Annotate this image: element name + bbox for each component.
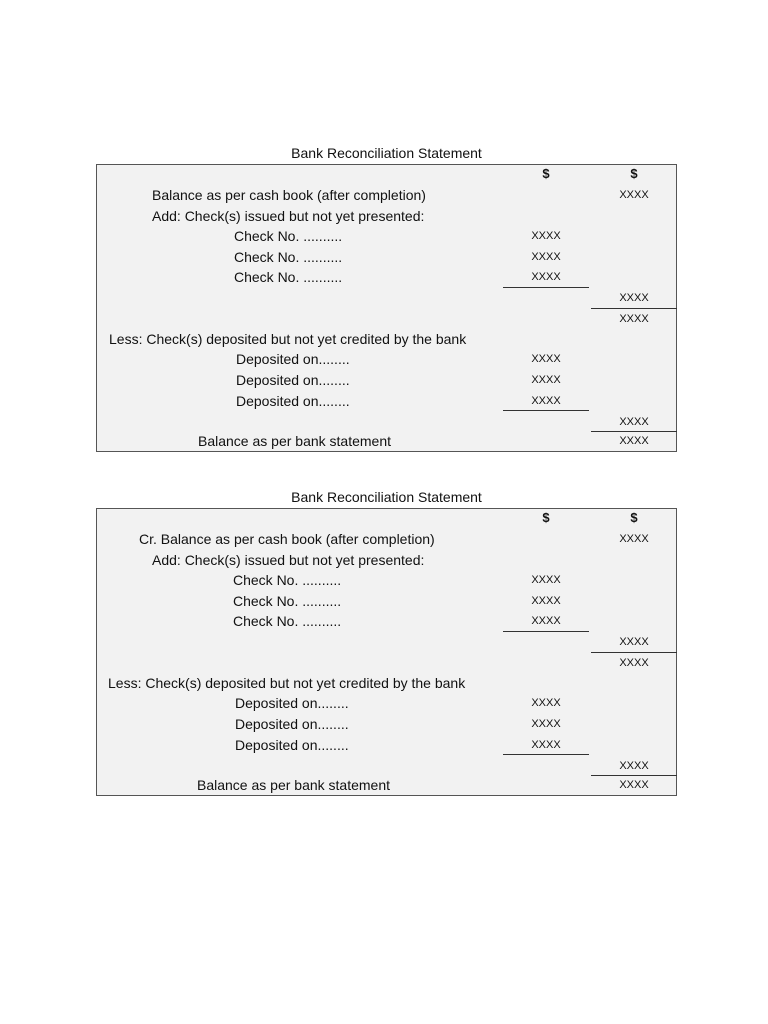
subtotal-rule	[591, 308, 677, 309]
opening-balance-label: Cr. Balance as per cash book (after completion)	[139, 531, 435, 547]
deposit-amount: XXXX	[531, 374, 561, 386]
deposit-row	[97, 716, 676, 736]
less-heading: Less: Check(s) deposited but not yet credited by the bank	[109, 331, 467, 347]
deposit-amount: XXXX	[531, 395, 561, 407]
checks-total-amount: XXXX	[619, 636, 649, 648]
check-label: Check No. ..........	[234, 249, 343, 265]
add-heading: Add: Check(s) issued but not yet presented:	[152, 208, 425, 224]
statement-table	[96, 508, 677, 796]
deposit-amount: XXXX	[531, 353, 561, 365]
check-row	[97, 269, 676, 289]
checks-total-row	[97, 634, 676, 654]
checks-total-amount: XXXX	[619, 292, 649, 304]
deposit-label: Deposited on........	[235, 716, 349, 732]
check-amount: XXXX	[531, 251, 561, 263]
subtotal-rule	[591, 652, 677, 653]
column-header-dollar: $	[542, 166, 550, 181]
closing-balance-label: Balance as per bank statement	[197, 777, 391, 793]
deposits-total-row	[97, 758, 676, 778]
total-rule	[591, 431, 677, 432]
opening-balance-amount: XXXX	[619, 533, 649, 545]
check-label: Check No. ..........	[234, 269, 343, 285]
deposit-row	[97, 695, 676, 715]
check-label: Check No. ..........	[234, 228, 343, 244]
check-row	[97, 228, 676, 248]
deposit-label: Deposited on........	[236, 372, 350, 388]
check-amount: XXXX	[531, 615, 561, 627]
deposit-label: Deposited on........	[235, 737, 349, 753]
subtotal-rule	[503, 410, 589, 411]
subtotal-rule	[503, 754, 589, 755]
less-heading-row	[97, 675, 676, 695]
statement-title: Bank Reconciliation Statement	[291, 145, 482, 161]
opening-balance-amount: XXXX	[619, 189, 649, 201]
opening-balance-row	[97, 531, 676, 551]
check-label: Check No. ..........	[233, 572, 342, 588]
add-heading: Add: Check(s) issued but not yet presented:	[152, 552, 425, 568]
check-row	[97, 593, 676, 613]
deposit-row	[97, 737, 676, 757]
opening-balance-label: Balance as per cash book (after completion)	[152, 187, 426, 203]
check-amount: XXXX	[531, 230, 561, 242]
subtotal-amount: XXXX	[619, 657, 649, 669]
add-heading-row	[97, 552, 676, 572]
closing-balance-amount: XXXX	[619, 435, 649, 447]
subtotal-rule	[503, 631, 589, 632]
check-label: Check No. ..........	[233, 593, 342, 609]
column-header-row	[97, 166, 676, 186]
deposits-total-amount: XXXX	[619, 416, 649, 428]
closing-balance-row	[97, 433, 676, 453]
column-header-dollar: $	[542, 510, 550, 525]
check-amount: XXXX	[531, 574, 561, 586]
total-rule	[591, 775, 677, 776]
deposit-label: Deposited on........	[236, 393, 350, 409]
add-heading-row	[97, 208, 676, 228]
subtotal-row	[97, 311, 676, 331]
subtotal-row	[97, 655, 676, 675]
closing-balance-amount: XXXX	[619, 779, 649, 791]
checks-total-row	[97, 290, 676, 310]
column-header-dollar: $	[630, 166, 638, 181]
deposit-row	[97, 393, 676, 413]
closing-balance-label: Balance as per bank statement	[198, 433, 392, 449]
opening-balance-row	[97, 187, 676, 207]
deposit-row	[97, 372, 676, 392]
check-row	[97, 613, 676, 633]
deposits-total-amount: XXXX	[619, 760, 649, 772]
subtotal-amount: XXXX	[619, 313, 649, 325]
closing-balance-row	[97, 777, 676, 797]
deposit-label: Deposited on........	[235, 695, 349, 711]
check-amount: XXXX	[531, 595, 561, 607]
statement-title: Bank Reconciliation Statement	[291, 489, 482, 505]
deposit-row	[97, 351, 676, 371]
check-row	[97, 572, 676, 592]
deposits-total-row	[97, 414, 676, 434]
deposit-amount: XXXX	[531, 739, 561, 751]
less-heading: Less: Check(s) deposited but not yet credited by the bank	[108, 675, 466, 691]
less-heading-row	[97, 331, 676, 351]
deposit-amount: XXXX	[531, 697, 561, 709]
check-amount: XXXX	[531, 271, 561, 283]
check-label: Check No. ..........	[233, 613, 342, 629]
check-row	[97, 249, 676, 269]
deposit-label: Deposited on........	[236, 351, 350, 367]
statement-table	[96, 164, 677, 452]
column-header-row	[97, 510, 676, 530]
subtotal-rule	[503, 287, 589, 288]
deposit-amount: XXXX	[531, 718, 561, 730]
column-header-dollar: $	[630, 510, 638, 525]
